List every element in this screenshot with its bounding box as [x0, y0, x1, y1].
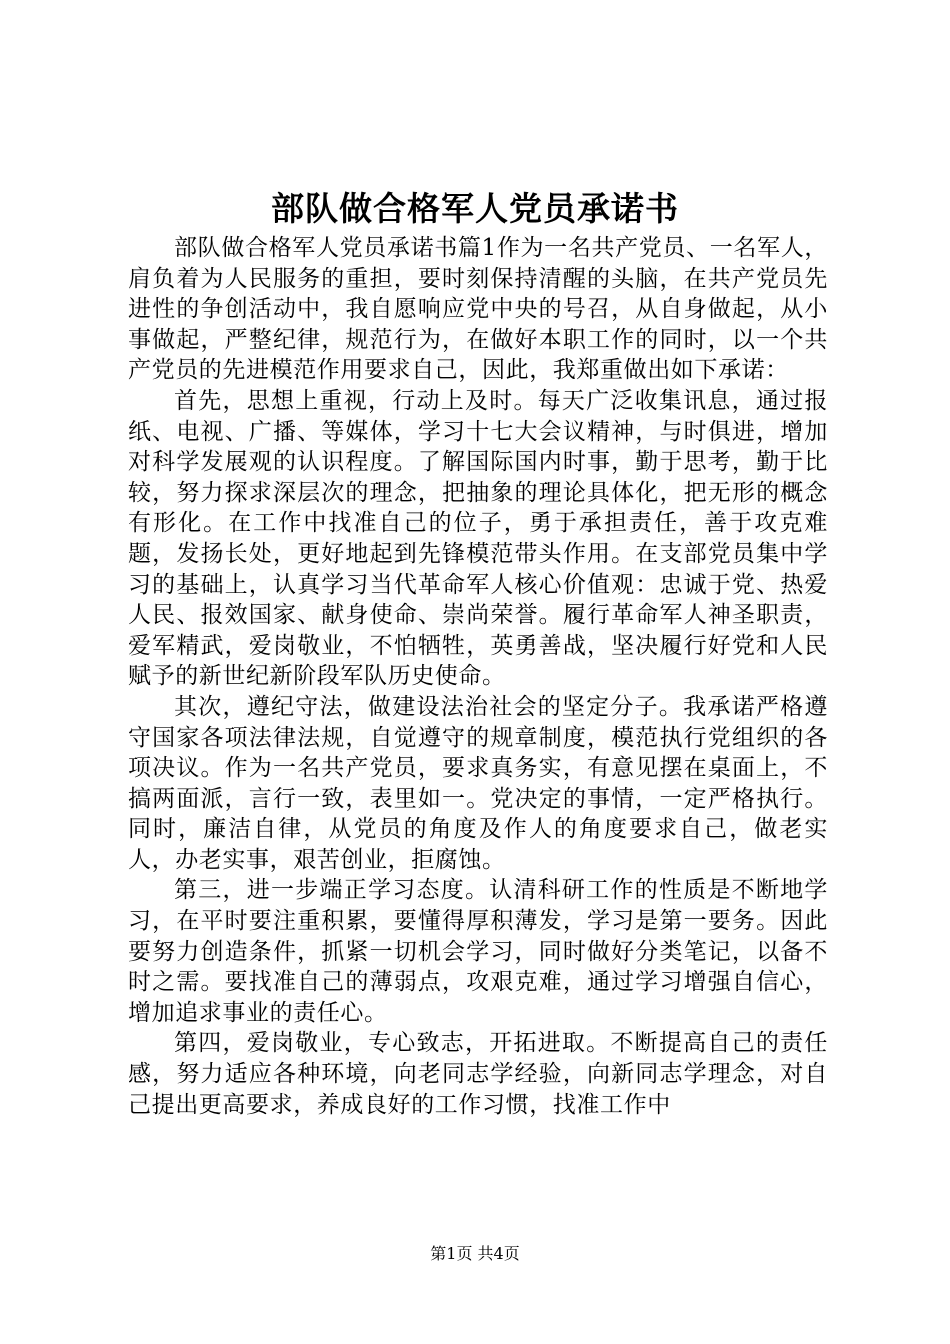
paragraph-first: 首先，思想上重视，行动上及时。每天广泛收集讯息，通过报纸、电视、广播、等媒体，学习十七大会议精神，与时俱进，增加对科学发展观的认识程度。了解国际国内时事，勤于思考，勤于比较，努力探求深层次的理念，把抽象的理论具体化，把无形的概念有形化。在工作中找准自己的位子，勇于承担责任，善于攻克难题，发扬长处，更好地起到先锋模范带头作用。在支部党员集中学习的基础上，认真学习当代革命军人核心价值观：忠诚于党、热爱人民、报效国家、献身使命、崇尚荣誉。履行革命军人神圣职责，爱军精武，爱岗敬业，不怕牺牲，英勇善战，坚决履行好党和人民赋予的新世纪新阶段军队历史使命。 [128, 387, 828, 690]
document-title: 部队做合格军人党员承诺书 [271, 189, 679, 228]
paragraph-third: 第三，进一步端正学习态度。认清科研工作的性质是不断地学习，在平时要注重积累，要懂得厚积薄发，学习是第一要务。因此要努力创造条件，抓紧一切机会学习，同时做好分类笔记，以备不时之需。要找准自己的薄弱点，攻艰克难，通过学习增强自信心，增加追求事业的责任心。 [128, 877, 828, 1026]
document-body [128, 233, 828, 1120]
page-footer: 第1页 共4页 [430, 1244, 520, 1263]
paragraph-second: 其次，遵纪守法，做建设法治社会的坚定分子。我承诺严格遵守国家各项法律法规，自觉遵守的规章制度，模范执行党组织的各项决议。作为一名共产党员，要求真务实，有意见摆在桌面上，不搞两面派，言行一致，表里如一。党决定的事情，一定严格执行。同时，廉洁自律，从党员的角度及作人的角度要求自己，做老实人，办老实事，艰苦创业，拒腐蚀。 [128, 693, 828, 873]
paragraph-intro: 部队做合格军人党员承诺书篇1作为一名共产党员、一名军人，肩负着为人民服务的重担，要时刻保持清醒的头脑，在共产党员先进性的争创活动中，我自愿响应党中央的号召，从自身做起，从小事做起，严整纪律，规范行为，在做好本职工作的同时，以一个共产党员的先进模范作用要求自己，因此，我郑重做出如下承诺： [128, 235, 828, 384]
paragraph-fourth: 第四，爱岗敬业，专心致志，开拓进取。不断提高自己的责任感，努力适应各种环境，向老同志学经验，向新同志学理念，对自己提出更高要求，养成良好的工作习惯，找准工作中 [128, 1030, 828, 1118]
